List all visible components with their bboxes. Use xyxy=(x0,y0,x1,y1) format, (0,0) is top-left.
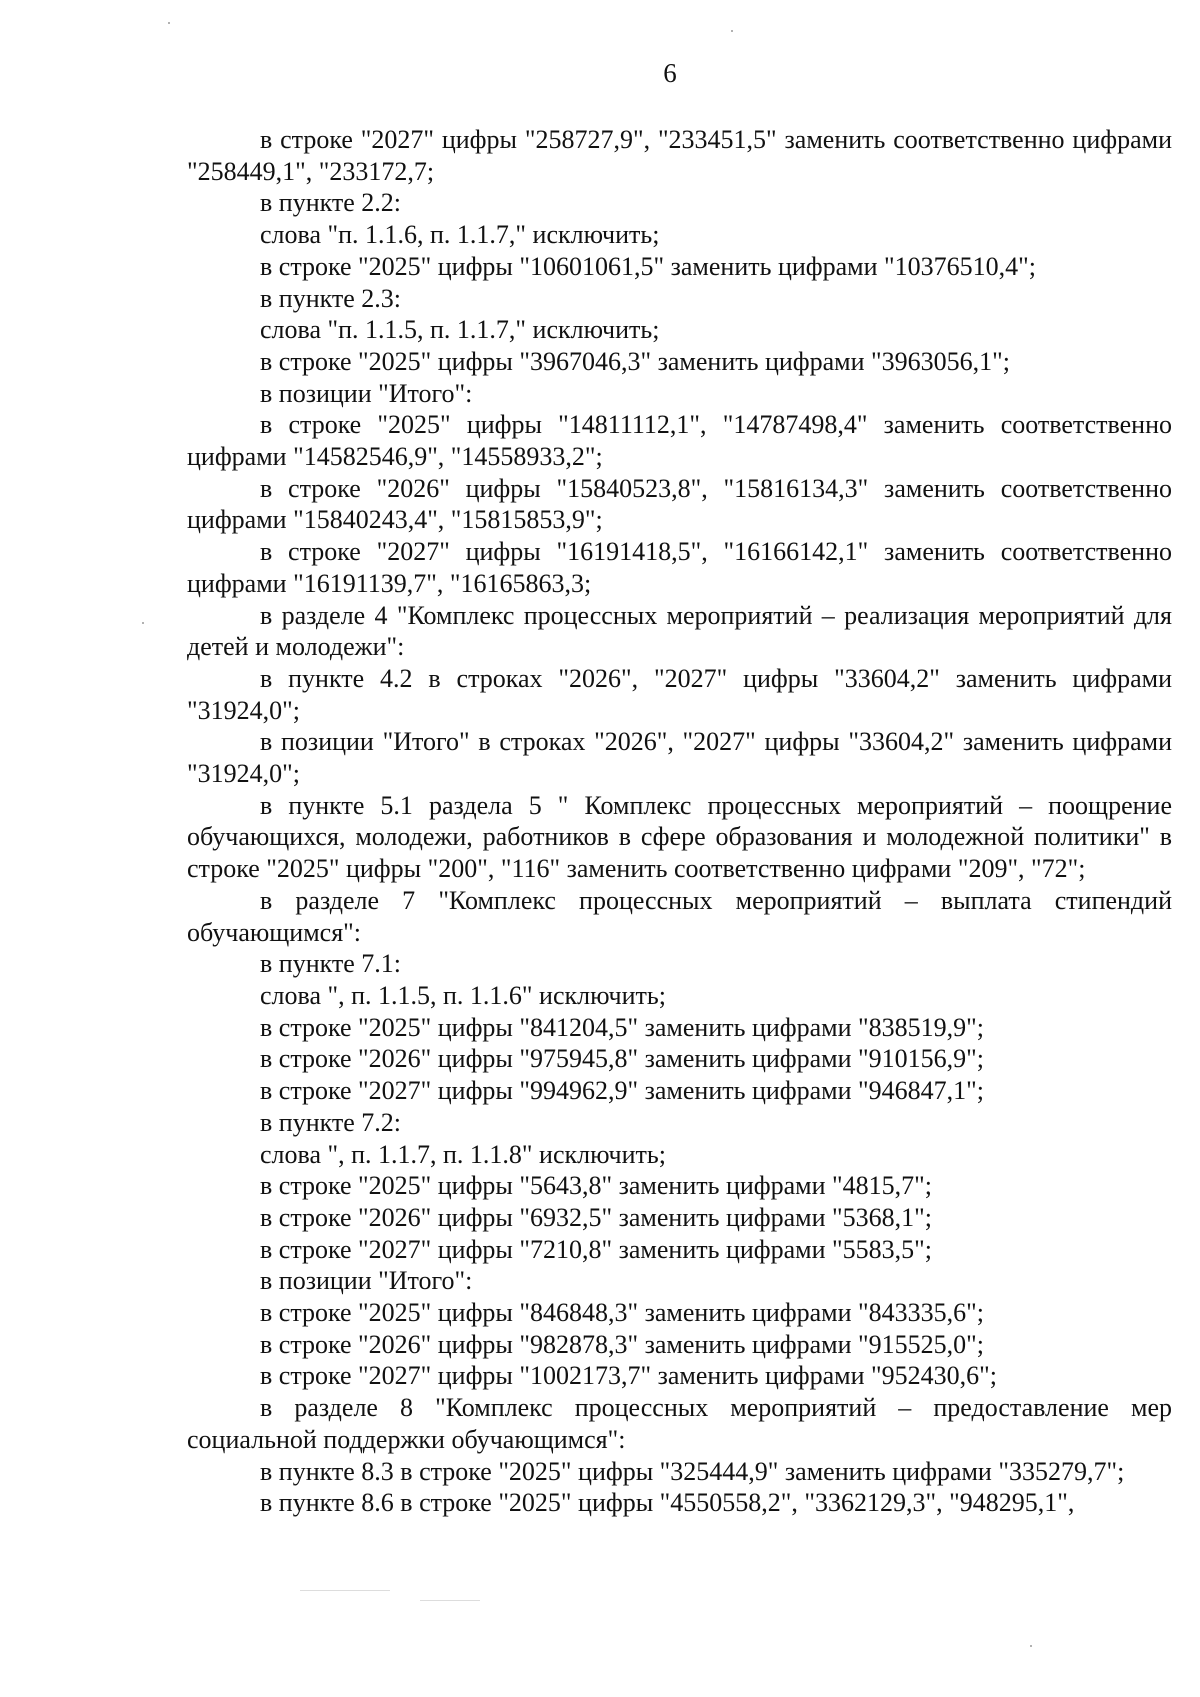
paragraph: слова "п. 1.1.5, п. 1.1.7," исключить; xyxy=(260,315,660,345)
paragraph: в пункте 7.2: xyxy=(260,1107,402,1137)
paragraph: в позиции "Итого": xyxy=(260,378,473,408)
paragraph: слова "п. 1.1.6, п. 1.1.7," исключить; xyxy=(260,220,660,250)
document-body xyxy=(187,124,1172,1519)
scan-smudge xyxy=(420,1600,480,1601)
paragraph: в пункте 4.2 в строках "2026", "2027" цифры "33604,2" заменить цифрами "31924,0"; xyxy=(187,663,1172,725)
paragraph: в строке "2026" цифры "982878,3" заменить цифрами "915525,0"; xyxy=(260,1329,985,1359)
paragraph: в строке "2025" цифры "846848,3" заменить цифрами "843335,6"; xyxy=(260,1298,985,1328)
paragraph: в разделе 7 "Комплекс процессных мероприятий – выплата стипендий обучающимся": xyxy=(187,885,1172,947)
paragraph: в пункте 8.6 в строке "2025" цифры "4550558,2", "3362129,3", "948295,1", xyxy=(260,1488,1075,1518)
paragraph: в пункте 2.3: xyxy=(260,283,402,313)
page-number: 6 xyxy=(663,58,677,88)
paragraph: в позиции "Итого" в строках "2026", "2027" цифры "33604,2" заменить цифрами "31924,0"; xyxy=(187,727,1172,789)
paragraph: в строке "2027" цифры "16191418,5", "16166142,1" заменить соответственно цифрами "16191139,7", "16165863,3; xyxy=(187,537,1172,598)
paragraph: в строке "2025" цифры "3967046,3" заменить цифрами "3963056,1"; xyxy=(260,346,1011,376)
paragraph: слова ", п. 1.1.5, п. 1.1.6" исключить; xyxy=(260,980,666,1010)
paragraph: в строке "2026" цифры "6932,5" заменить цифрами "5368,1"; xyxy=(260,1202,933,1232)
scan-speck xyxy=(731,30,733,32)
paragraph: в строке "2027" цифры "994962,9" заменить цифрами "946847,1"; xyxy=(260,1076,985,1106)
paragraph: в пункте 2.2: xyxy=(260,188,402,218)
paragraph: в строке "2026" цифры "975945,8" заменить цифрами "910156,9"; xyxy=(260,1044,985,1074)
paragraph: в строке "2027" цифры "7210,8" заменить цифрами "5583,5"; xyxy=(260,1234,933,1264)
paragraph: в разделе 8 "Комплекс процессных мероприятий – предоставление мер социальной поддержки обучающимся": xyxy=(187,1393,1172,1454)
paragraph: в строке "2025" цифры "14811112,1", "14787498,4" заменить соответственно цифрами "14582546,9", "14558933,2"; xyxy=(187,410,1172,472)
scan-speck xyxy=(142,622,144,624)
paragraph: в позиции "Итого": xyxy=(260,1266,473,1296)
scan-speck xyxy=(1030,1645,1032,1647)
paragraph: в разделе 4 "Комплекс процессных мероприятий – реализация мероприятий для детей и молодежи": xyxy=(187,600,1172,662)
paragraph: слова ", п. 1.1.7, п. 1.1.8" исключить; xyxy=(260,1139,666,1169)
scan-smudge xyxy=(300,1590,390,1591)
scan-speck xyxy=(168,22,170,24)
paragraph: в строке "2027" цифры "1002173,7" заменить цифрами "952430,6"; xyxy=(260,1361,998,1391)
paragraph: в строке "2025" цифры "10601061,5" заменить цифрами "10376510,4"; xyxy=(260,251,1037,281)
paragraph: в строке "2025" цифры "5643,8" заменить цифрами "4815,7"; xyxy=(260,1171,933,1201)
paragraph: в пункте 7.1: xyxy=(260,949,402,979)
paragraph: в строке "2025" цифры "841204,5" заменить цифрами "838519,9"; xyxy=(260,1012,985,1042)
paragraph: в строке "2026" цифры "15840523,8", "15816134,3" заменить соответственно цифрами "15840243,4", "15815853,9"; xyxy=(187,473,1172,535)
paragraph: в строке "2027" цифры "258727,9", "233451,5" заменить соответственно цифрами "258449,1", "233172,7; xyxy=(187,125,1172,186)
paragraph: в пункте 5.1 раздела 5 " Комплекс процессных мероприятий – поощрение обучающихся, молодежи, работников в сфере образования и молодежной политики" в строке "2025" цифры "200", "116" заменить соответственно цифрами "209", "72"; xyxy=(187,790,1172,884)
paragraph: в пункте 8.3 в строке "2025" цифры "325444,9" заменить цифрами "335279,7"; xyxy=(260,1456,1125,1486)
